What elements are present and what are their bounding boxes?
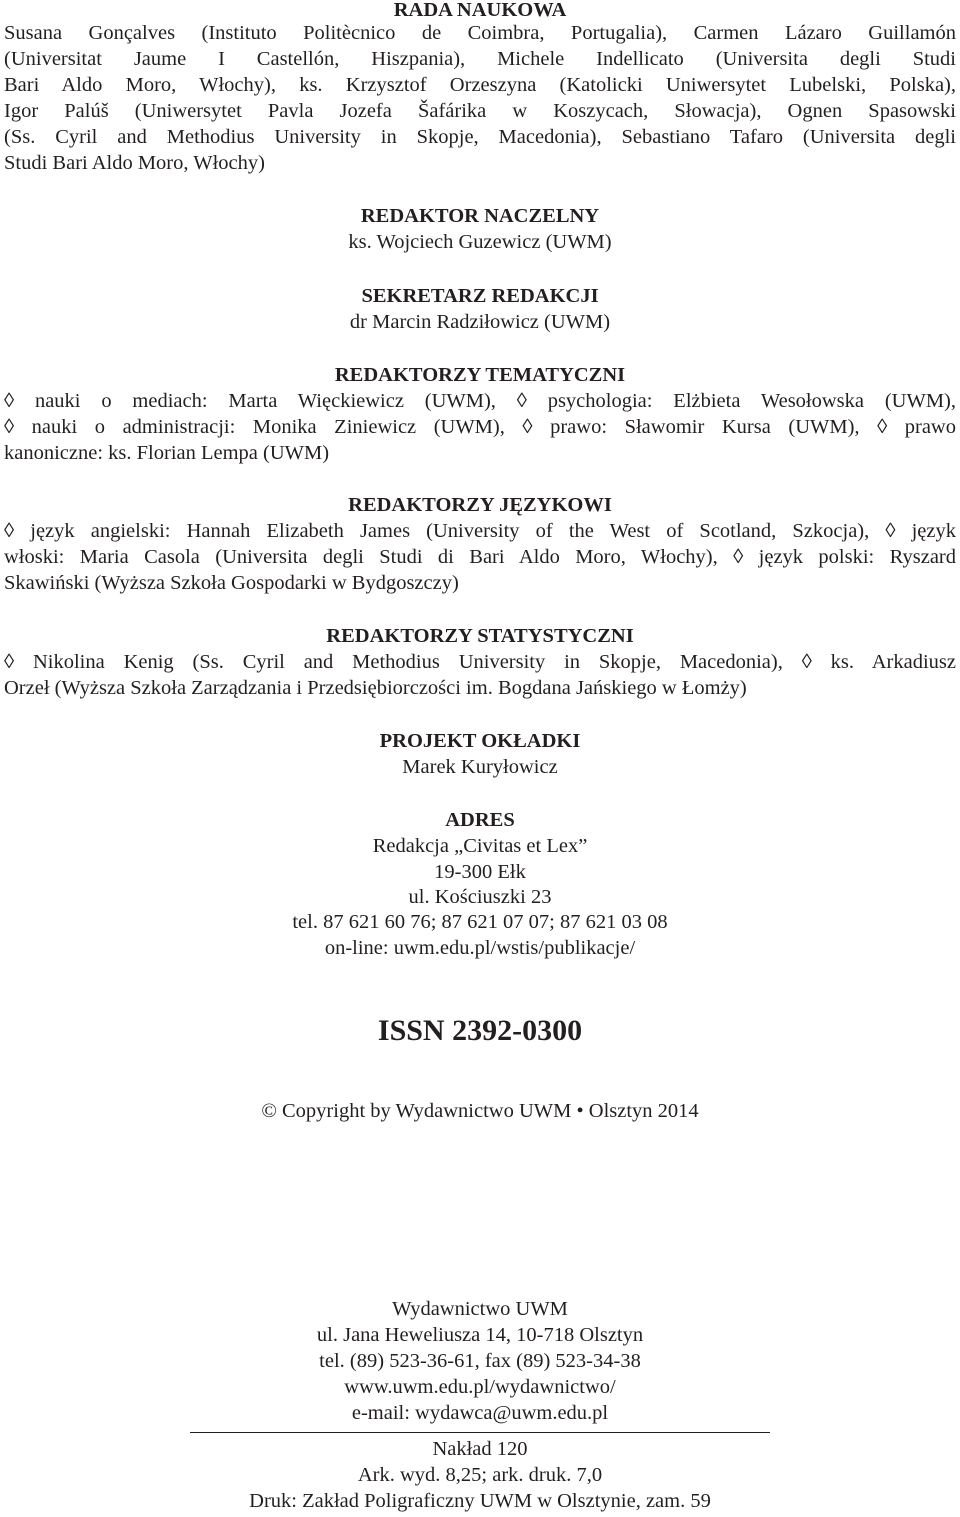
text-line: kanoniczne: ks. Florian Lempa (UWM)	[4, 442, 330, 464]
section-heading: REDAKTORZY JĘZYKOWI	[348, 494, 612, 516]
text-line: Wydawnictwo UWM	[392, 1298, 568, 1320]
text-line: Redakcja „Civitas et Lex”	[372, 835, 588, 857]
text-line: (Universitat Jaume I Castellón, Hiszpania), Michele Indellicato (Universita degli Studi	[4, 48, 956, 70]
text-line: Bari Aldo Moro, Włochy), ks. Krzysztof Orzeszyna (Katolicki Uniwersytet Lubelski, Polska),	[4, 74, 956, 96]
text-line: ◊ nauki o administracji: Monika Ziniewicz (UWM), ◊ prawo: Sławomir Kursa (UWM), ◊ prawo	[4, 416, 956, 438]
section-heading: SEKRETARZ REDAKCJI	[361, 285, 599, 307]
text-line: ◊ język angielski: Hannah Elizabeth James (University of the West of Scotland, Szkocja), ◊ język	[4, 520, 956, 542]
text-line: ks. Wojciech Guzewicz (UWM)	[348, 231, 612, 253]
text-line: Skawiński (Wyższa Szkoła Gospodarki w Bydgoszczy)	[4, 572, 459, 594]
section-heading: REDAKTORZY STATYSTYCZNI	[326, 625, 634, 647]
text-line: tel. 87 621 60 76; 87 621 07 07; 87 621 03 08	[292, 911, 668, 933]
text-line: Susana Gonçalves (Instituto Politècnico de Coimbra, Portugalia), Carmen Lázaro Guillamón	[4, 22, 956, 44]
section-heading: ADRES	[445, 809, 515, 831]
text-line: Orzeł (Wyższa Szkoła Zarządzania i Przedsiębiorczości im. Bogdana Jańskiego w Łomży)	[4, 677, 747, 699]
section-heading: REDAKTOR NACZELNY	[360, 205, 600, 227]
text-line: Nakład 120	[432, 1438, 528, 1460]
website-link[interactable]: on-line: uwm.edu.pl/wstis/publikacje/	[324, 937, 636, 959]
text-line: ul. Kościuszki 23	[408, 886, 552, 908]
text-line: 19-300 Ełk	[434, 861, 526, 883]
text-line: ◊ Nikolina Kenig (Ss. Cyril and Methodius University in Skopje, Macedonia), ◊ ks. Arkadiusz	[4, 651, 956, 673]
text-line: tel. (89) 523-36-61, fax (89) 523-34-38	[319, 1350, 641, 1372]
section-heading: RADA NAUKOWA	[393, 0, 567, 21]
text-line: dr Marcin Radziłowicz (UWM)	[349, 311, 611, 333]
text-line: (Ss. Cyril and Methodius University in Skopje, Macedonia), Sebastiano Tafaro (Universita degli	[4, 126, 956, 148]
text-line: Druk: Zakład Poligraficzny UWM w Olsztynie, zam. 59	[249, 1490, 711, 1512]
website-link[interactable]: www.uwm.edu.pl/wydawnictwo/	[344, 1376, 616, 1398]
issn: ISSN 2392-0300	[377, 1014, 583, 1047]
text-line: ◊ nauki o mediach: Marta Więckiewicz (UWM), ◊ psychologia: Elżbieta Wesołowska (UWM),	[4, 390, 956, 412]
text-line: Marek Kuryłowicz	[402, 756, 558, 778]
text-line: włoski: Maria Casola (Universita degli Studi di Bari Aldo Moro, Włochy), ◊ język polski: Ryszard	[4, 546, 956, 568]
text-line: Studi Bari Aldo Moro, Włochy)	[4, 152, 265, 174]
section-heading: REDAKTORZY TEMATYCZNI	[334, 364, 626, 386]
divider	[190, 1432, 770, 1433]
copyright: © Copyright by Wydawnictwo UWM • Olsztyn 2014	[261, 1100, 699, 1122]
text-line: Igor Palúš (Uniwersytet Pavla Jozefa Šafárika w Koszycach, Słowacja), Ognen Spasowski	[4, 100, 956, 122]
section-heading: PROJEKT OKŁADKI	[379, 730, 581, 752]
text-line: ul. Jana Heweliusza 14, 10-718 Olsztyn	[316, 1324, 644, 1346]
text-line: Ark. wyd. 8,25; ark. druk. 7,0	[357, 1464, 603, 1486]
email-link[interactable]: e-mail: wydawca@uwm.edu.pl	[351, 1402, 609, 1424]
